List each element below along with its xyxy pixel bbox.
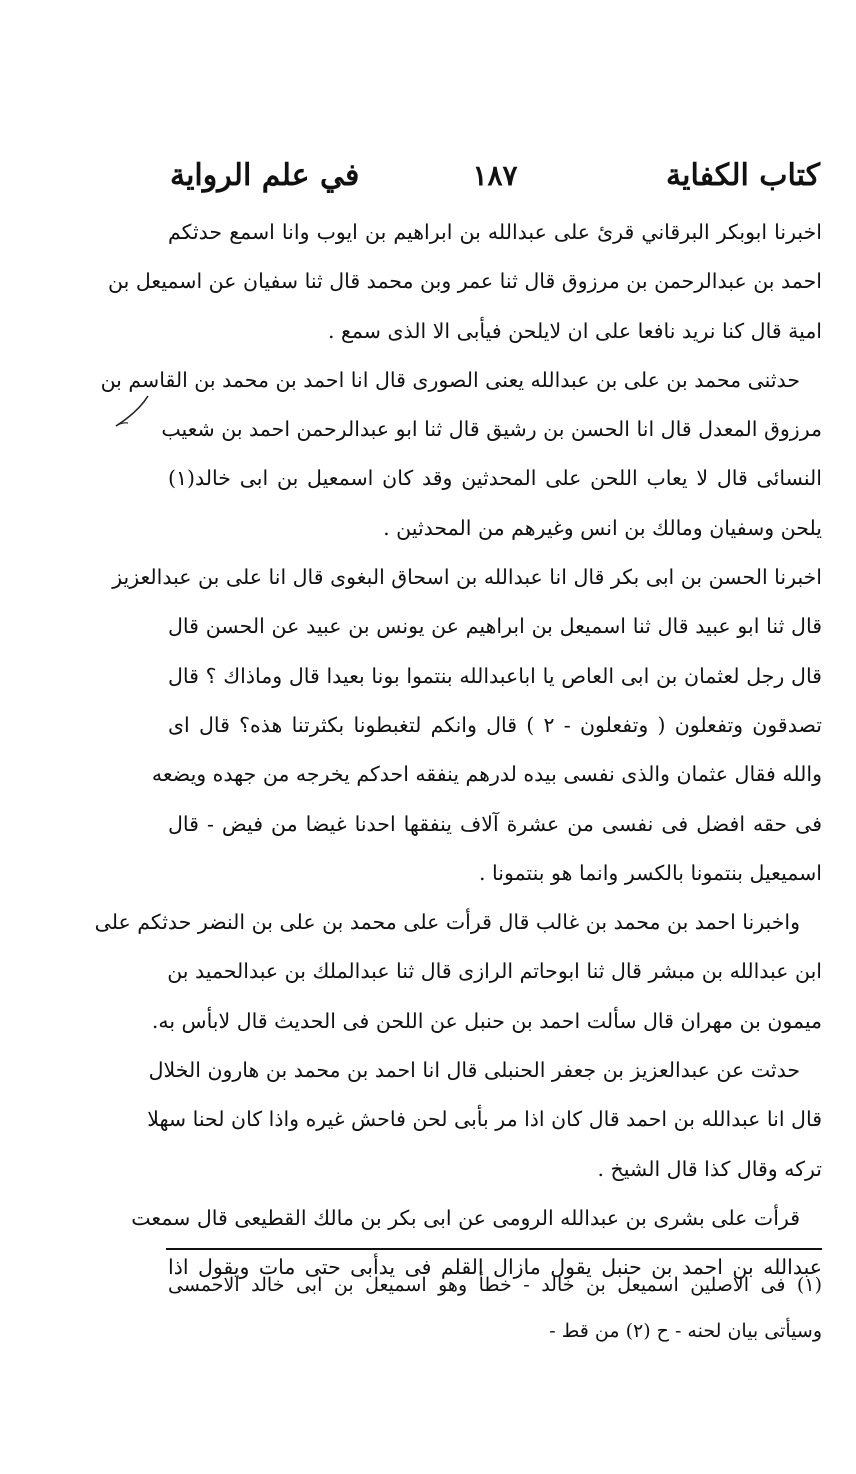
text-line: احمد بن عبدالرحمن بن مرزوق قال ثنا عمر وبن محمد قال ثنا سفيان عن اسميعل بن: [108, 269, 822, 294]
text-line: فى حقه افضل فى نفسى من عشرة آلاف ينفقها احدنا غيضا من فيض - قال: [168, 811, 822, 836]
text-line: امية قال كنا نريد نافعا على ان لايلحن فيأبى الا الذى سمع .: [327, 318, 822, 343]
text-line: اخبرنا ابوبكر البرقاني قرئ على عبدالله بن ابراهيم بن ايوب وانا اسمع حدثكم: [168, 220, 822, 244]
text-line: اسميعيل بنتمونا بالكسر وانما هو بنتمونا .: [479, 860, 822, 885]
text-line: حدثنى محمد بن على بن عبدالله يعنى الصورى قال انا احمد بن محمد بن القاسم بن: [100, 367, 800, 392]
text-line: قرأت على بشرى بن عبدالله الرومى عن ابى بكر بن مالك القطيعى قال سمعت: [131, 1205, 800, 1230]
text-line: واخبرنا احمد بن محمد بن غالب قال قرأت على محمد بن على بن النضر حدثكم على: [94, 910, 800, 935]
text-line: اخبرنا الحسن بن ابى بكر قال انا عبدالله بن اسحاق البغوى قال انا على بن عبدالعزيز: [112, 565, 822, 590]
page-number: ١٨٧: [472, 158, 518, 192]
footnote-line: (١) فى الاصلين اسميعل بن خالد - خطأ وهو اسميعل بن ابى خالد الاحمسى: [168, 1274, 822, 1296]
footnotes: [168, 1262, 822, 1354]
main-text: [94, 208, 822, 1293]
text-line: يلحن وسفيان ومالك بن انس وغيرهم من المحدثين .: [383, 515, 822, 540]
text-line: عبدالله بن احمد بن حنبل يقول مازال القلم فى يدأبى حتى مات ويقول اذا: [168, 1255, 822, 1280]
text-line: قال رجل لعثمان بن ابى العاص يا اباعبدالله بنتموا بونا بعيدا قال وماذاك ؟ قال: [168, 663, 822, 688]
book-title: كتاب الكفاية: [666, 157, 820, 193]
text-line: ابن عبدالله بن مبشر قال ثنا ابوحاتم الرازى قال ثنا عبدالملك بن عبدالحميد بن: [167, 959, 822, 984]
text-line: تركه وقال كذا قال الشيخ .: [597, 1156, 822, 1181]
text-line: قال انا عبدالله بن احمد قال كان اذا مر بأبى لحن فاحش غيره واذا كان لحنا سهلا: [147, 1107, 822, 1132]
footnote-divider: [166, 1248, 822, 1250]
text-line: والله فقال عثمان والذى نفسى بيده لدرهم ينفقه احدكم يخرجه من جهده ويضعه: [151, 762, 822, 787]
text-line: تصدقون وتفعلون ( وتفعلون - ٢ ) قال وانكم لتغبطونا بكثرتنا هذه؟ قال اى: [168, 712, 822, 737]
text-line: مرزوق المعدل قال انا الحسن بن رشيق قال ثنا ابو عبدالرحمن احمد بن شعيب: [161, 417, 822, 442]
page-header: [170, 150, 820, 200]
text-line: قال ثنا ابو عبيد قال ثنا اسميعل بن ابراهيم عن يونس بن عبيد عن الحسن قال: [168, 614, 822, 639]
text-line: حدثت عن عبدالعزيز بن جعفر الحنبلى قال انا احمد بن محمد بن هارون الخلال: [148, 1058, 800, 1083]
text-line: ميمون بن مهران قال سألت احمد بن حنبل عن اللحن فى الحديث قال لابأس به.: [151, 1008, 822, 1033]
text-line: النسائى قال لا يعاب اللحن على المحدثين وقد كان اسمعيل بن ابى خالد(١): [168, 466, 822, 491]
footnote-line: وسيأتى بيان لحنه - ح (٢) من قط -: [549, 1320, 822, 1342]
book-subtitle: في علم الرواية: [170, 157, 360, 193]
